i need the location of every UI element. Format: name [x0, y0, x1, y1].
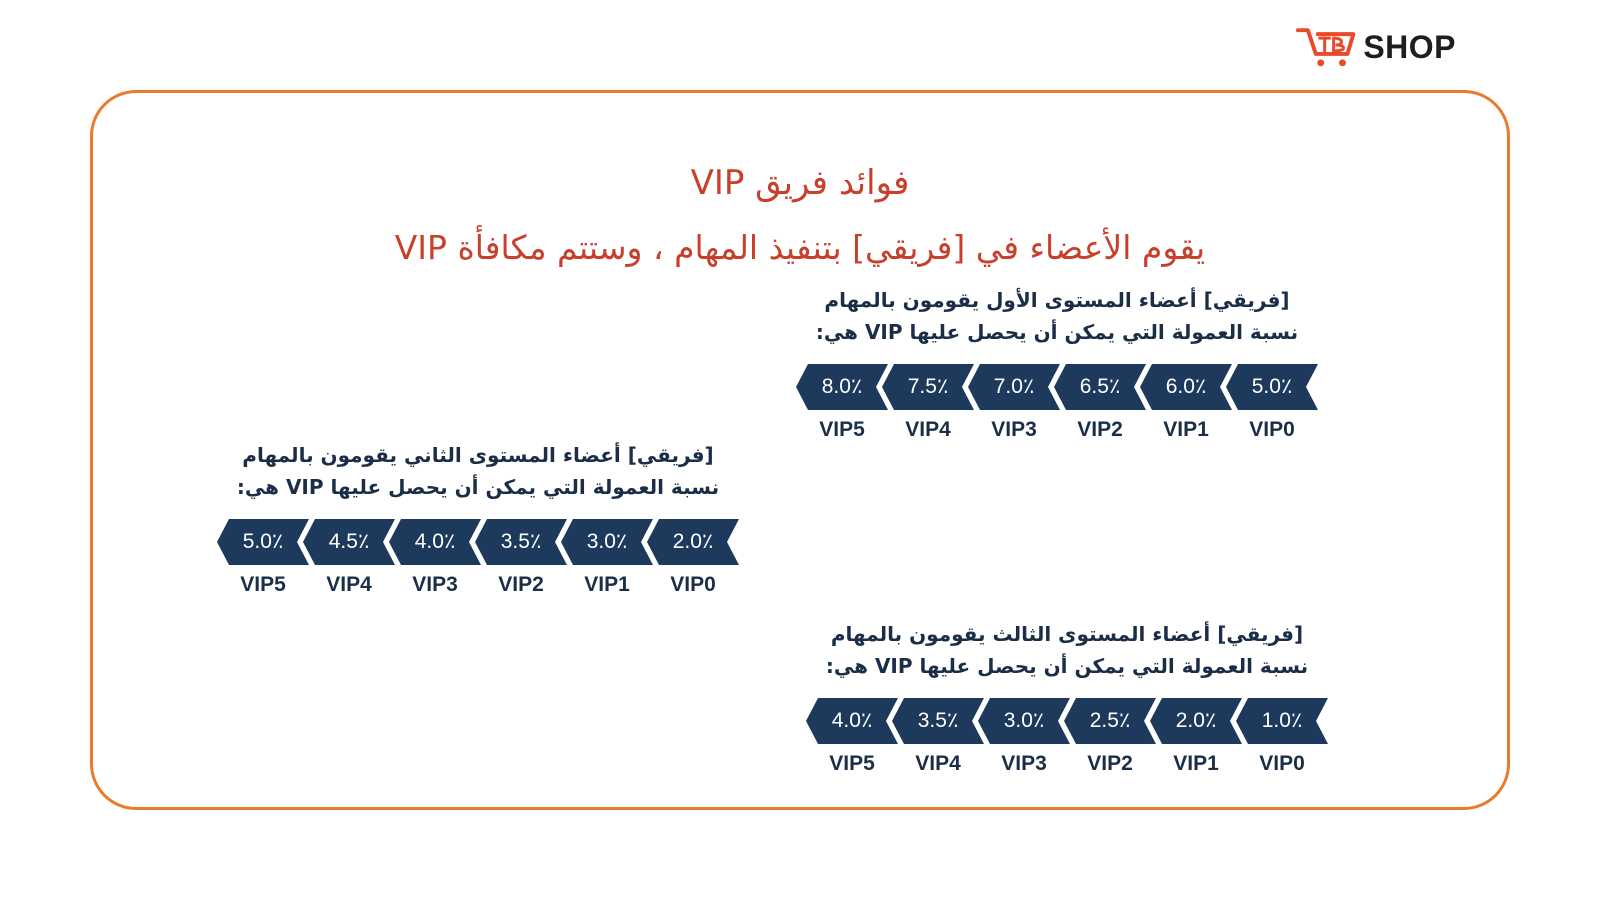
commission-rate-chevron: [1226, 364, 1318, 410]
tier-level-2: [198, 439, 758, 599]
vip-level-label: VIP0: [1249, 418, 1295, 441]
vip-level-label: VIP5: [829, 752, 875, 775]
commission-rate-chevron: [978, 698, 1070, 744]
tier-description-line1: [فريقي] أعضاء المستوى الأول يقومون بالمهام: [824, 288, 1290, 312]
commission-rate-chevron: [1236, 698, 1328, 744]
commission-rate-value: 1.0٪: [1261, 709, 1303, 732]
commission-rate-chevron: [1150, 698, 1242, 744]
commission-rate-value: 3.5٪: [500, 530, 542, 553]
vip-level-row: [777, 418, 1337, 444]
vip-level-row: [198, 573, 758, 599]
commission-rate-chevron: [303, 519, 395, 565]
commission-rate-value: 2.5٪: [1089, 709, 1131, 732]
vip-level-label: VIP1: [584, 573, 630, 596]
vip-level-label: VIP3: [991, 418, 1037, 441]
tier-level-1: [777, 284, 1337, 444]
commission-rate-chevron: [389, 519, 481, 565]
tier-description-line2: نسبة العمولة التي يمكن أن يحصل عليها VIP هي:: [825, 654, 1309, 678]
logo-text: SHOP: [1363, 28, 1456, 65]
commission-rate-value: 3.0٪: [1003, 709, 1045, 732]
commission-rate-chevron: [1064, 698, 1156, 744]
tier-description-line1: [فريقي] أعضاء المستوى الثاني يقومون بالمهام: [242, 443, 714, 467]
commission-rate-chevron: [647, 519, 739, 565]
vip-level-label: VIP0: [1259, 752, 1305, 775]
page-title: فوائد فريق VIP: [690, 163, 910, 203]
tier-description-line2: نسبة العمولة التي يمكن أن يحصل عليها VIP هي:: [236, 475, 720, 499]
commission-rate-row: [198, 519, 758, 569]
commission-rate-chevron: [806, 698, 898, 744]
vip-level-label: VIP3: [1001, 752, 1047, 775]
commission-rate-chevron: [796, 364, 888, 410]
commission-rate-value: 7.5٪: [907, 375, 949, 398]
vip-level-label: VIP2: [1087, 752, 1133, 775]
tier-level-3: [787, 618, 1347, 778]
commission-rate-value: 4.0٪: [831, 709, 873, 732]
commission-rate-chevron: [1054, 364, 1146, 410]
tier-description-line2: نسبة العمولة التي يمكن أن يحصل عليها VIP هي:: [815, 320, 1299, 344]
commission-rate-chevron: [475, 519, 567, 565]
commission-rate-value: 5.0٪: [1251, 375, 1293, 398]
commission-rate-value: 6.0٪: [1165, 375, 1207, 398]
commission-rate-row: [777, 364, 1337, 414]
vip-level-row: [787, 752, 1347, 778]
commission-rate-row: [787, 698, 1347, 748]
vip-level-label: VIP5: [240, 573, 286, 596]
vip-level-label: VIP1: [1173, 752, 1219, 775]
vip-level-label: VIP2: [1077, 418, 1123, 441]
vip-level-label: VIP4: [915, 752, 961, 775]
cart-logo-icon: [1296, 24, 1357, 70]
page-subtitle: يقوم الأعضاء في [فريقي] بتنفيذ المهام ، وستتم مكافأة VIP: [394, 228, 1206, 267]
commission-rate-value: 6.5٪: [1079, 375, 1121, 398]
shop-logo[interactable]: [1296, 22, 1456, 72]
commission-rate-value: 2.0٪: [1175, 709, 1217, 732]
commission-rate-chevron: [1140, 364, 1232, 410]
commission-rate-value: 5.0٪: [242, 530, 284, 553]
vip-level-label: VIP5: [819, 418, 865, 441]
commission-rate-value: 3.0٪: [586, 530, 628, 553]
commission-rate-chevron: [882, 364, 974, 410]
commission-rate-value: 3.5٪: [917, 709, 959, 732]
commission-rate-value: 7.0٪: [993, 375, 1035, 398]
vip-level-label: VIP0: [670, 573, 716, 596]
vip-level-label: VIP4: [326, 573, 372, 596]
commission-rate-chevron: [217, 519, 309, 565]
commission-rate-value: 4.0٪: [414, 530, 456, 553]
commission-rate-value: 8.0٪: [821, 375, 863, 398]
vip-level-label: VIP4: [905, 418, 951, 441]
tier-description-line1: [فريقي] أعضاء المستوى الثالث يقومون بالمهام: [830, 622, 1304, 646]
vip-level-label: VIP1: [1163, 418, 1209, 441]
commission-rate-value: 4.5٪: [328, 530, 370, 553]
commission-rate-chevron: [968, 364, 1060, 410]
commission-rate-chevron: [561, 519, 653, 565]
vip-level-label: VIP3: [412, 573, 458, 596]
commission-rate-chevron: [892, 698, 984, 744]
vip-level-label: VIP2: [498, 573, 544, 596]
commission-rate-value: 2.0٪: [672, 530, 714, 553]
